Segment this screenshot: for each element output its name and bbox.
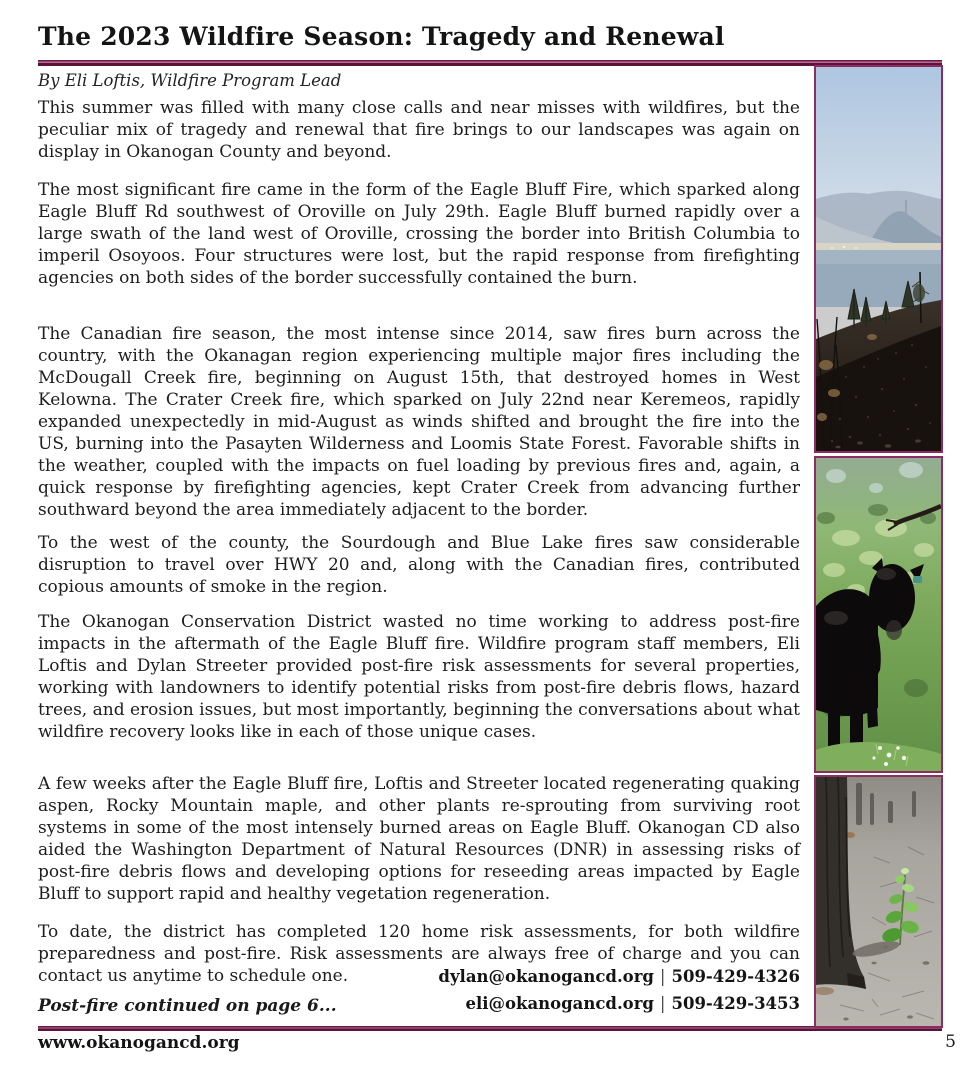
continuation-note: Post-fire continued on page 6... [38, 996, 337, 1016]
page-number: 5 [945, 1032, 956, 1052]
article-paragraph: The Okanogan Conservation District wasted no time working to address post-fire impacts in the aftermath of the Eagle Bluff fire. Wildfire program staff members, Eli Loftis and Dylan Streeter provided post-fire risk assessments for several properties, working with landowners to identify potential risks from post-fire debris flows, hazard trees, and erosion issues, but most importantly, beginning the conversations about what wildfire recovery looks like in each of those unique cases. [38, 612, 801, 742]
contact-email: dylan@okanogancd.org [438, 967, 654, 986]
article-paragraph: The most significant fire came in the form of the Eagle Bluff Fire, which sparked along Eagle Bluff Rd southwest of Oroville on July 29th. Eagle Bluff burned rapidly over a large swath of the land west of Oroville, crossing the border into British Columbia to imperil Osoyoos. Four structures were lost, but the rapid response from firefighting agencies on both sides of the border successfully contained the burn. [38, 180, 800, 288]
page-title: The 2023 Wildfire Season: Tragedy and Renewal [38, 22, 725, 51]
footer-website: www.okanogancd.org [38, 1033, 240, 1053]
article-paragraph: To date, the district has completed 120 home risk assessments, for both wildfire preparedness and post-fire. Risk assessments are always free of charge and you can contact us anytime to schedule one. [38, 922, 800, 986]
black-calf-illustration [816, 458, 941, 771]
title-divider-rule [38, 60, 942, 66]
article-byline: By Eli Loftis, Wildfire Program Lead [38, 71, 342, 90]
contact-email: eli@okanogancd.org [465, 994, 654, 1013]
article-paragraph: To the west of the county, the Sourdough and Blue Lake fires saw considerable disruption to travel over HWY 20 and, along with the Canadian fires, contributed copious amounts of smoke in the region. [38, 533, 800, 597]
contact-line [438, 990, 800, 1017]
contact-info-block [438, 963, 800, 1017]
article-paragraph: This summer was filled with many close calls and near misses with wildfires, but the peculiar mix of tragedy and renewal that fire brings to our landscapes was again on display in Okanogan County and beyond. [38, 98, 800, 162]
contact-separator: | [659, 967, 666, 986]
seedling-regrowth-photo [814, 775, 943, 1028]
contact-line [438, 963, 800, 990]
black-calf-pasture-photo [814, 456, 943, 773]
contact-phone: 509-429-3453 [671, 994, 800, 1013]
seedling-regrowth-illustration [816, 777, 941, 1026]
contact-phone: 509-429-4326 [671, 967, 800, 986]
contact-separator: | [659, 994, 666, 1013]
footer-divider-rule [38, 1026, 942, 1031]
burned-hillside-lake-photo [814, 65, 943, 453]
burned-hillside-lake-illustration [816, 67, 941, 451]
article-paragraph: A few weeks after the Eagle Bluff fire, Loftis and Streeter located regenerating quaking aspen, Rocky Mountain maple, and other plants re-sprouting from surviving root systems in some of the most intensely burned areas on Eagle Bluff. Okanogan CD also aided the Washington Department of Natural Resources (DNR) in assessing risks of post-fire debris flows and developing options for reseeding areas impacted by Eagle Bluff to support rapid and healthy vegetation regeneration. [38, 774, 800, 904]
article-paragraph: The Canadian fire season, the most intense since 2014, saw fires burn across the country, with the Okanagan region experiencing multiple major fires including the McDougall Creek fire, beginning on August 15th, that destroyed homes in West Kelowna. The Crater Creek fire, which sparked on July 22nd near Keremeos, rapidly expanded unexpectedly in mid-August as winds shifted and brought the fire into the US, burning into the Pasayten Wilderness and Loomis State Forest. Favorable shifts in the weather, coupled with the impacts on fuel loading by previous fires and, again, a quick response by firefighting agencies, kept Crater Creek from advancing further southward beyond the area immediately adjacent to the border. [38, 324, 800, 520]
